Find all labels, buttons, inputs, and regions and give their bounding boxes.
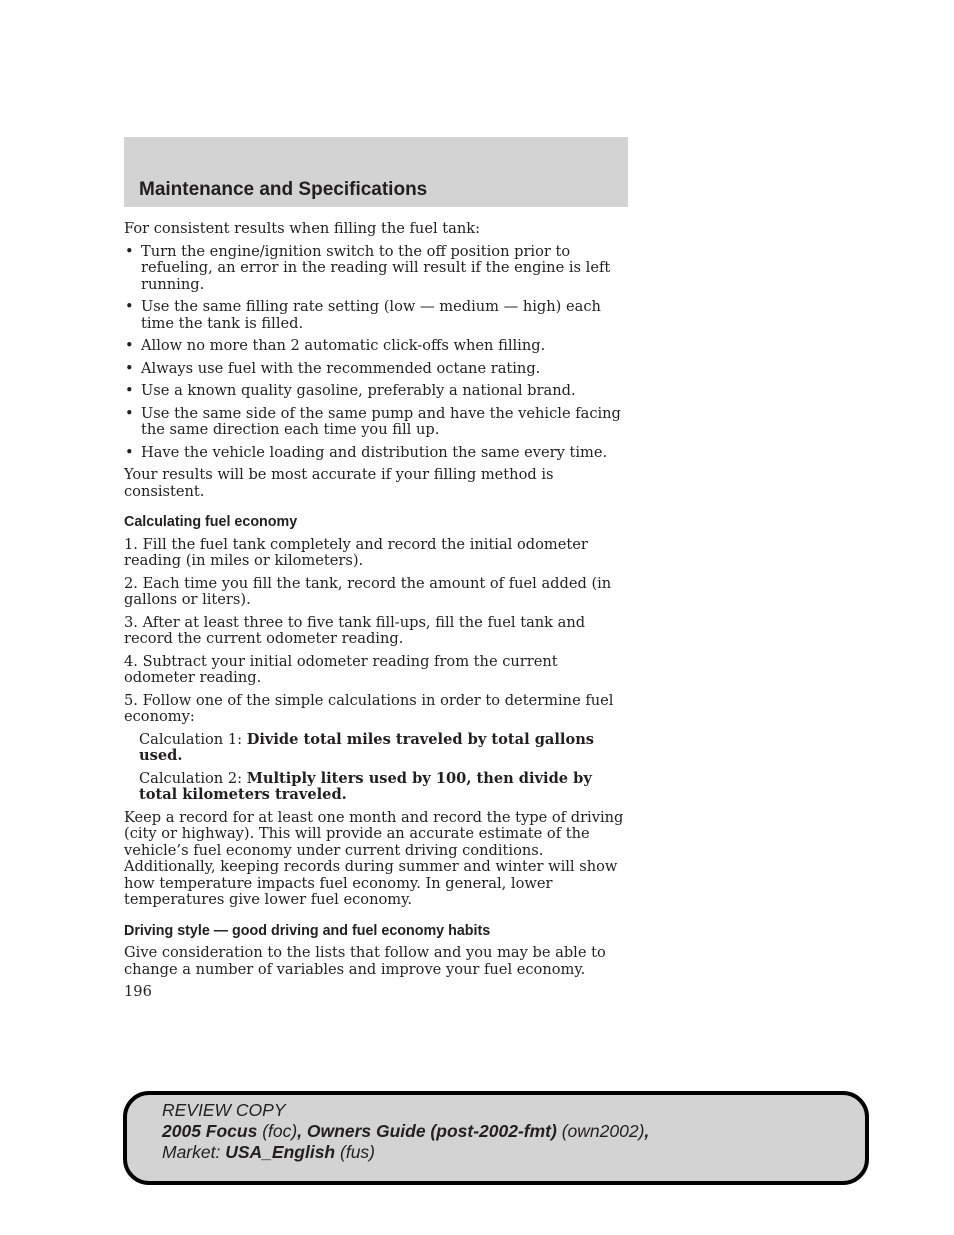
calc-heading: Calculating fuel economy bbox=[124, 514, 298, 530]
footer-comma: , bbox=[644, 1121, 650, 1141]
calc2-text: Multiply liters used by 100, then divide by total kilometers traveled. bbox=[139, 769, 592, 803]
driving-text: Give consideration to the lists that follow and you may be able to change a number of variables and improve your fuel economy. bbox=[124, 944, 606, 978]
review-label: REVIEW COPY bbox=[162, 1100, 286, 1120]
calculation-2 bbox=[124, 771, 630, 804]
calculation-1 bbox=[124, 732, 630, 765]
bullet-icon: • bbox=[125, 443, 134, 461]
bullet-icon: • bbox=[125, 382, 134, 399]
guide-name: , Owners Guide (post-2002-fmt) bbox=[297, 1121, 557, 1141]
bullet-icon: • bbox=[125, 242, 134, 260]
calc2-label: Calculation 2: bbox=[139, 769, 243, 787]
market-code: (fus) bbox=[340, 1142, 375, 1162]
list-item: • Use a known quality gasoline, preferably a national brand. bbox=[125, 382, 576, 399]
list-item: • Have the vehicle loading and distribution the same every time. bbox=[125, 443, 608, 461]
footer-text bbox=[162, 1100, 649, 1163]
model-code: (foc) bbox=[262, 1121, 298, 1141]
step-4: 4. Subtract your initial odometer reading from the current odometer reading. bbox=[124, 652, 558, 686]
list-item: • Always use fuel with the recommended octane rating. bbox=[125, 359, 541, 377]
bullet-icon: • bbox=[125, 359, 134, 377]
record-note: Keep a record for at least one month and record the type of driving (city or highway). This will provide an accurate estimate of the vehicle’s fuel economy under current driving conditions. Additionally, keeping records during summer and winter will show how temperature impacts fuel economy. In general, lower temperatures give lower fuel economy. bbox=[124, 808, 624, 908]
intro-text: For consistent results when filling the fuel tank: bbox=[124, 220, 480, 237]
page-content bbox=[124, 221, 630, 1007]
results-note: Your results will be most accurate if your filling method is consistent. bbox=[124, 466, 554, 500]
step-3: 3. After at least three to five tank fill-ups, fill the fuel tank and record the current odometer reading. bbox=[124, 613, 586, 647]
calc1-label: Calculation 1: bbox=[139, 730, 243, 748]
guide-code: (own2002) bbox=[561, 1121, 645, 1141]
review-footer bbox=[123, 1091, 869, 1185]
list-item: • Turn the engine/ignition switch to the off position prior to refueling, an error in the reading will result if the engine is left running. bbox=[125, 242, 611, 293]
market-name: USA_English bbox=[225, 1142, 336, 1162]
bullet-icon: • bbox=[125, 337, 134, 354]
section-title: Maintenance and Specifications bbox=[139, 179, 428, 200]
step-2: 2. Each time you fill the tank, record the amount of fuel added (in gallons or liters). bbox=[124, 574, 612, 608]
list-item: • Use the same filling rate setting (low — medium — high) each time the tank is filled. bbox=[125, 298, 601, 332]
calc1-text: Divide total miles traveled by total gallons used. bbox=[139, 730, 595, 764]
bullet-icon: • bbox=[125, 404, 134, 422]
step-5: 5. Follow one of the simple calculations in order to determine fuel economy: bbox=[124, 691, 614, 725]
bullet-icon: • bbox=[125, 298, 134, 315]
page-number: 196 bbox=[124, 983, 152, 1000]
market-label: Market: bbox=[162, 1142, 221, 1162]
list-item: • Use the same side of the same pump and have the vehicle facing the same direction each time you fill up. bbox=[125, 404, 621, 438]
model-name: 2005 Focus bbox=[162, 1121, 258, 1141]
refuel-tips-list bbox=[124, 244, 630, 462]
step-1: 1. Fill the fuel tank completely and record the initial odometer reading (in miles or kilometers). bbox=[124, 535, 588, 569]
section-header-band bbox=[124, 137, 628, 207]
list-item: • Allow no more than 2 automatic click-offs when filling. bbox=[125, 337, 546, 354]
driving-heading: Driving style — good driving and fuel economy habits bbox=[124, 922, 491, 939]
